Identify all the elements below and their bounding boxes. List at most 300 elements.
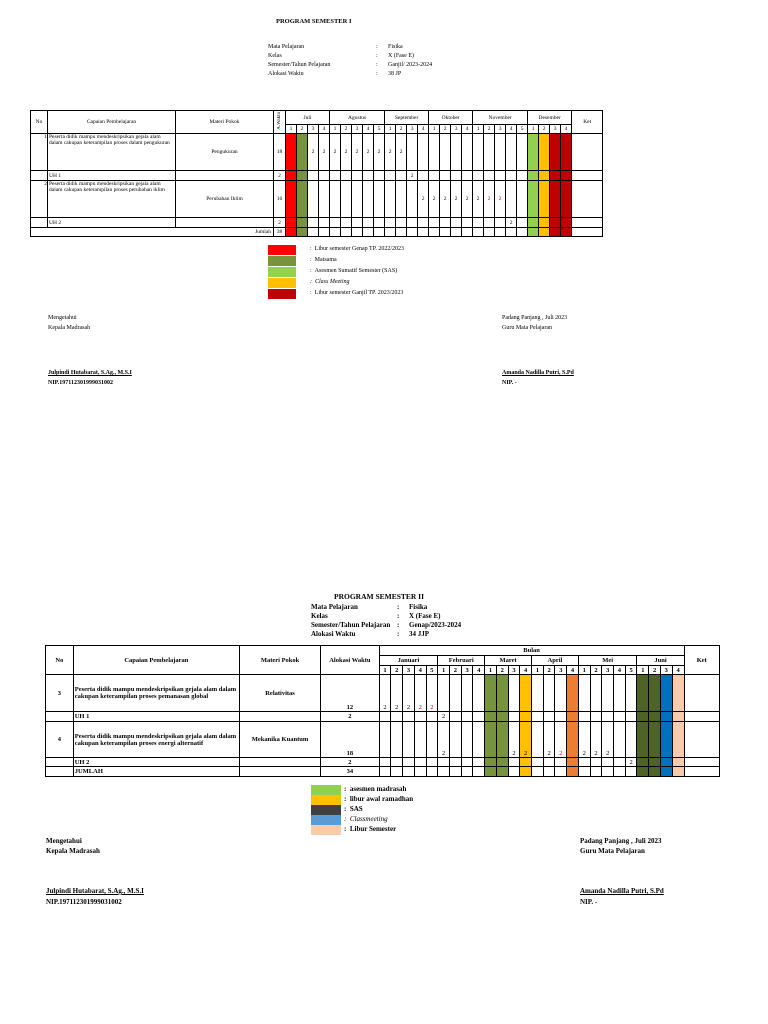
header-no: No	[46, 646, 74, 675]
schedule-cell	[625, 722, 637, 758]
schedule-cell	[451, 171, 462, 181]
month-header: Juli	[286, 111, 330, 125]
legend-item: : Libur semester Genap TP. 2022/2023	[310, 246, 405, 252]
week-number: 4	[418, 125, 429, 134]
schedule-cell	[473, 134, 484, 171]
schedule-cell	[528, 228, 539, 237]
row-materi: Perubahan Iklim	[176, 181, 274, 218]
week-number: 4	[363, 125, 374, 134]
week-number: 5	[517, 125, 528, 134]
schedule-cell	[374, 228, 385, 237]
schedule-cell	[672, 767, 684, 777]
row-uh-jp: 2	[274, 218, 286, 228]
week-number: 3	[555, 666, 567, 675]
sem1-sign-right-nip: NIP. -	[502, 380, 517, 386]
week-number: 3	[550, 125, 561, 134]
week-number: 1	[429, 125, 440, 134]
schedule-cell	[385, 218, 396, 228]
schedule-cell	[438, 767, 450, 777]
legend-text: Libur semester Genap TP. 2022/2023	[314, 246, 405, 252]
schedule-cell	[520, 712, 532, 722]
schedule-cell	[319, 228, 330, 237]
month-header: Juni	[637, 656, 684, 666]
schedule-cell: 2	[451, 181, 462, 218]
schedule-cell: 2	[379, 675, 391, 712]
schedule-cell	[484, 171, 495, 181]
schedule-cell: 2	[418, 181, 429, 218]
schedule-cell	[374, 171, 385, 181]
schedule-cell	[379, 722, 391, 758]
row-materi: Pengukuran	[176, 134, 274, 171]
week-number: 2	[539, 125, 550, 134]
schedule-cell	[418, 228, 429, 237]
schedule-cell	[330, 228, 341, 237]
schedule-cell	[418, 171, 429, 181]
meta-sep: :	[376, 62, 378, 68]
legend-swatch	[311, 785, 341, 795]
header-ket: Ket	[572, 111, 603, 134]
sem2-table	[45, 645, 720, 777]
sem2-sign-right-line1: Padang Panjang , Juli 2023	[580, 837, 662, 845]
schedule-cell	[473, 758, 485, 767]
schedule-cell	[528, 134, 539, 171]
schedule-cell	[517, 134, 528, 171]
schedule-cell	[649, 712, 661, 722]
schedule-cell	[637, 675, 649, 712]
schedule-cell: 2	[429, 181, 440, 218]
schedule-cell	[649, 722, 661, 758]
week-number: 4	[672, 666, 684, 675]
schedule-cell	[520, 767, 532, 777]
legend-item: : Asesmen Sumatif Semester (SAS)	[310, 268, 398, 274]
schedule-cell	[555, 758, 567, 767]
schedule-cell	[485, 767, 497, 777]
schedule-cell	[341, 181, 352, 218]
schedule-cell	[590, 767, 602, 777]
schedule-cell	[379, 712, 391, 722]
row-jp: 12	[321, 675, 380, 712]
meta-sep: :	[397, 621, 400, 629]
week-number: 4	[319, 125, 330, 134]
schedule-cell: 2	[341, 134, 352, 171]
schedule-cell	[567, 758, 579, 767]
ket-cell	[572, 181, 603, 218]
schedule-cell	[637, 712, 649, 722]
schedule-cell	[590, 758, 602, 767]
schedule-cell	[672, 758, 684, 767]
schedule-cell: 2	[438, 712, 450, 722]
schedule-cell	[440, 218, 451, 228]
meta-label: Kelas	[268, 53, 282, 59]
schedule-cell	[352, 228, 363, 237]
schedule-cell	[449, 767, 461, 777]
week-number: 2	[649, 666, 661, 675]
schedule-cell: 2	[374, 134, 385, 171]
schedule-cell	[352, 218, 363, 228]
meta-value: Genap/2023-2024	[409, 621, 462, 629]
sem1-sign-left-line1: Mengetahui	[48, 315, 77, 321]
schedule-cell	[414, 722, 426, 758]
schedule-cell	[462, 134, 473, 171]
sem2-sign-left-nip: NIP.197112301999031002	[46, 898, 122, 906]
schedule-cell	[532, 712, 544, 722]
schedule-cell	[543, 758, 555, 767]
schedule-cell	[508, 758, 520, 767]
week-number: 3	[308, 125, 319, 134]
schedule-cell	[495, 134, 506, 171]
schedule-cell	[578, 675, 590, 712]
schedule-cell: 2	[473, 181, 484, 218]
ket-cell	[572, 171, 603, 181]
schedule-cell	[539, 171, 550, 181]
schedule-cell	[297, 171, 308, 181]
schedule-cell	[495, 218, 506, 228]
schedule-cell	[363, 228, 374, 237]
schedule-cell	[496, 675, 508, 712]
week-number: 3	[495, 125, 506, 134]
sem2-sign-left-name: Julpindi Hutabarat, S.Ag., M.S.I	[46, 887, 144, 895]
schedule-cell	[286, 171, 297, 181]
schedule-cell	[590, 675, 602, 712]
schedule-cell	[440, 134, 451, 171]
schedule-cell	[637, 758, 649, 767]
ket-cell	[684, 712, 719, 722]
header-materi: Materi Pokok	[240, 646, 321, 675]
week-number: 1	[578, 666, 590, 675]
schedule-cell: 2	[578, 722, 590, 758]
month-header: Mei	[578, 656, 637, 666]
schedule-cell	[462, 171, 473, 181]
meta-label: Alokasi Waktu	[311, 630, 356, 638]
legend-item: : Libur semester Ganjil TP. 2023/2023	[310, 290, 404, 296]
schedule-cell	[308, 218, 319, 228]
week-number: 1	[379, 666, 391, 675]
schedule-cell	[449, 722, 461, 758]
schedule-cell	[578, 758, 590, 767]
schedule-cell: 2	[414, 675, 426, 712]
schedule-cell	[396, 181, 407, 218]
schedule-cell	[429, 134, 440, 171]
month-header: Maret	[485, 656, 532, 666]
legend-text: SAS	[349, 805, 363, 813]
schedule-cell	[660, 675, 672, 712]
schedule-cell	[602, 758, 614, 767]
schedule-cell	[561, 171, 572, 181]
week-number: 2	[297, 125, 308, 134]
row-jp: 18	[274, 134, 286, 171]
schedule-cell	[449, 758, 461, 767]
week-number: 1	[528, 125, 539, 134]
meta-value: 38 JP	[388, 71, 402, 77]
row-uh-jp: 2	[321, 712, 380, 722]
schedule-cell: 2	[330, 134, 341, 171]
week-number: 1	[286, 125, 297, 134]
schedule-cell	[649, 675, 661, 712]
row-uh-jp: 2	[274, 171, 286, 181]
meta-label: Alokasi Waktu	[268, 71, 304, 77]
meta-label: Semester/Tahun Pelajaran	[311, 621, 391, 629]
schedule-cell	[319, 181, 330, 218]
schedule-cell	[407, 181, 418, 218]
schedule-cell	[429, 171, 440, 181]
schedule-cell	[543, 675, 555, 712]
schedule-cell	[429, 218, 440, 228]
week-number: 1	[532, 666, 544, 675]
meta-value: Fisika	[388, 44, 403, 50]
schedule-cell	[602, 712, 614, 722]
legend-swatch	[268, 267, 296, 277]
week-number: 5	[374, 125, 385, 134]
schedule-cell: 2	[508, 722, 520, 758]
legend-swatch	[311, 805, 341, 815]
schedule-cell	[532, 758, 544, 767]
sem2-sign-left-line1: Mengetahui	[46, 837, 82, 845]
schedule-cell	[555, 712, 567, 722]
row-cp: Peserta didik mampu mendeskripsikan gejala alam dalam cakupan keterampilan proses energi alternatif	[73, 722, 239, 758]
row-cp: Peserta didik mampu mendeskripsikan gejala alam dalam cakupan keterampilan proses dalam pengukuran	[48, 134, 176, 171]
schedule-cell: 2	[555, 722, 567, 758]
schedule-cell	[418, 134, 429, 171]
schedule-cell: 2	[403, 675, 415, 712]
schedule-cell	[614, 722, 626, 758]
schedule-cell	[297, 134, 308, 171]
row-uh: UH 2	[48, 218, 176, 228]
schedule-cell	[374, 218, 385, 228]
legend-swatch	[311, 795, 341, 805]
schedule-cell	[485, 712, 497, 722]
ket-cell	[684, 722, 719, 758]
schedule-cell	[555, 767, 567, 777]
schedule-cell	[449, 675, 461, 712]
row-no: 4	[46, 722, 74, 758]
schedule-cell	[484, 218, 495, 228]
week-number: 1	[637, 666, 649, 675]
schedule-cell	[385, 181, 396, 218]
header-aw	[274, 111, 286, 134]
meta-label: Mata Pelajaran	[268, 44, 305, 50]
week-number: 3	[352, 125, 363, 134]
header-cp: Capaian Pembelajaran	[48, 111, 176, 134]
schedule-cell	[297, 218, 308, 228]
ket-cell	[684, 675, 719, 712]
schedule-cell	[517, 218, 528, 228]
legend-text: Classmeeting	[349, 815, 388, 823]
schedule-cell	[330, 181, 341, 218]
schedule-cell	[532, 722, 544, 758]
week-number: 2	[391, 666, 403, 675]
legend-text: Class Meeting	[315, 279, 350, 285]
schedule-cell	[567, 675, 579, 712]
week-number: 2	[484, 125, 495, 134]
schedule-cell	[578, 712, 590, 722]
schedule-cell	[418, 218, 429, 228]
meta-sep: :	[397, 612, 400, 620]
schedule-cell	[473, 722, 485, 758]
schedule-cell	[341, 218, 352, 228]
jumlah-label: JUMLAH	[73, 767, 239, 777]
month-header: Oktober	[429, 111, 473, 125]
legend-swatch	[268, 245, 296, 255]
schedule-cell	[506, 181, 517, 218]
schedule-cell	[403, 758, 415, 767]
schedule-cell	[461, 712, 473, 722]
schedule-cell	[391, 722, 403, 758]
schedule-cell: 2	[543, 722, 555, 758]
legend-swatch	[268, 278, 296, 288]
schedule-cell	[517, 181, 528, 218]
jumlah-label: Jumlah	[31, 228, 274, 237]
schedule-cell	[532, 675, 544, 712]
week-number: 3	[602, 666, 614, 675]
schedule-cell	[561, 134, 572, 171]
schedule-cell	[396, 218, 407, 228]
schedule-cell	[451, 228, 462, 237]
schedule-cell	[528, 218, 539, 228]
schedule-cell	[660, 712, 672, 722]
schedule-cell	[520, 758, 532, 767]
legend-text: Asesmen Sumatif Semester (SAS)	[314, 268, 398, 274]
sem1-sign-left-line2: Kepala Madrasah	[48, 325, 91, 331]
schedule-cell: 2	[308, 134, 319, 171]
schedule-cell: 2	[407, 171, 418, 181]
meta-value: Ganjil/ 2023-2024	[388, 62, 433, 68]
schedule-cell	[319, 171, 330, 181]
schedule-cell	[561, 228, 572, 237]
schedule-cell	[308, 181, 319, 218]
schedule-cell	[414, 712, 426, 722]
row-jp: 18	[321, 722, 380, 758]
schedule-cell	[649, 758, 661, 767]
sem1-title: PROGRAM SEMESTER I	[276, 18, 352, 25]
header-no: No	[31, 111, 48, 134]
row-cp: Peserta didik mampu mendeskripsikan gejala alam dalam cakupan keterampilan proses perubahan iklim	[48, 181, 176, 218]
month-header: November	[473, 111, 528, 125]
sem1-sign-left-name: Julpindi Hutabarat, S.Ag., M.S.I	[48, 370, 132, 376]
schedule-cell	[426, 767, 438, 777]
schedule-cell	[567, 767, 579, 777]
schedule-cell	[341, 171, 352, 181]
schedule-cell	[374, 181, 385, 218]
week-number: 3	[461, 666, 473, 675]
schedule-cell	[407, 228, 418, 237]
legend-swatch	[268, 256, 296, 266]
header-bulan: Bulan	[379, 646, 684, 656]
ket-cell	[572, 228, 603, 237]
schedule-cell	[484, 228, 495, 237]
sem1-table	[30, 110, 603, 237]
meta-label: Mata Pelajaran	[311, 603, 358, 611]
week-number: 3	[403, 666, 415, 675]
schedule-cell	[550, 181, 561, 218]
schedule-cell	[625, 675, 637, 712]
legend-item: : Matsama	[310, 257, 337, 263]
week-number: 1	[485, 666, 497, 675]
schedule-cell	[561, 218, 572, 228]
header-cp: Capaian Pembelajaran	[73, 646, 239, 675]
legend-text: Libur Semester	[349, 825, 397, 833]
schedule-cell	[543, 767, 555, 777]
schedule-cell	[496, 712, 508, 722]
schedule-cell	[440, 171, 451, 181]
schedule-cell	[506, 228, 517, 237]
sem1-sign-left-nip: NIP.197112301999031002	[48, 380, 113, 386]
sem1-sign-right-line1: Padang Panjang , Juli 2023	[502, 315, 568, 321]
schedule-cell	[391, 767, 403, 777]
schedule-cell: 2	[506, 218, 517, 228]
schedule-cell	[286, 228, 297, 237]
row-materi: Relativitas	[240, 675, 321, 712]
week-number: 3	[660, 666, 672, 675]
schedule-cell	[485, 722, 497, 758]
header-ket: Ket	[684, 646, 719, 675]
row-no: 2	[31, 181, 48, 218]
row-no: 3	[46, 675, 74, 712]
legend-swatch	[311, 825, 341, 835]
schedule-cell	[539, 218, 550, 228]
legend-item: : Class Meeting	[310, 279, 350, 285]
schedule-cell	[407, 218, 418, 228]
schedule-cell	[528, 171, 539, 181]
schedule-cell	[379, 758, 391, 767]
row-uh: UH 1	[73, 712, 239, 722]
schedule-cell: 2	[440, 181, 451, 218]
schedule-cell	[649, 767, 661, 777]
jumlah-value: 38	[274, 228, 286, 237]
ket-cell	[684, 758, 719, 767]
week-number: 4	[462, 125, 473, 134]
schedule-cell	[602, 767, 614, 777]
schedule-cell	[473, 228, 484, 237]
week-number: 2	[396, 125, 407, 134]
meta-value: Fisika	[409, 603, 428, 611]
week-number: 1	[385, 125, 396, 134]
schedule-cell	[660, 758, 672, 767]
schedule-cell: 2	[520, 722, 532, 758]
month-header: Januari	[379, 656, 438, 666]
week-number: 5	[426, 666, 438, 675]
schedule-cell	[385, 171, 396, 181]
schedule-cell	[396, 171, 407, 181]
schedule-cell	[539, 134, 550, 171]
schedule-cell	[363, 218, 374, 228]
schedule-cell: 2	[319, 134, 330, 171]
schedule-cell	[379, 767, 391, 777]
schedule-cell	[495, 171, 506, 181]
schedule-cell: 2	[391, 675, 403, 712]
schedule-cell	[473, 767, 485, 777]
schedule-cell	[473, 171, 484, 181]
schedule-cell	[286, 134, 297, 171]
schedule-cell: 2	[602, 722, 614, 758]
schedule-cell: 2	[352, 134, 363, 171]
schedule-cell	[352, 181, 363, 218]
schedule-cell	[391, 712, 403, 722]
sem2-title: PROGRAM SEMESTER II	[334, 592, 425, 601]
schedule-cell	[495, 228, 506, 237]
schedule-cell	[426, 758, 438, 767]
schedule-cell	[403, 712, 415, 722]
schedule-cell: 2	[484, 181, 495, 218]
schedule-cell: 2	[495, 181, 506, 218]
schedule-cell	[330, 171, 341, 181]
week-number: 1	[438, 666, 450, 675]
schedule-cell	[363, 181, 374, 218]
schedule-cell	[286, 181, 297, 218]
schedule-cell: 2	[426, 675, 438, 712]
schedule-cell	[539, 181, 550, 218]
schedule-cell: 2	[625, 758, 637, 767]
schedule-cell	[590, 712, 602, 722]
